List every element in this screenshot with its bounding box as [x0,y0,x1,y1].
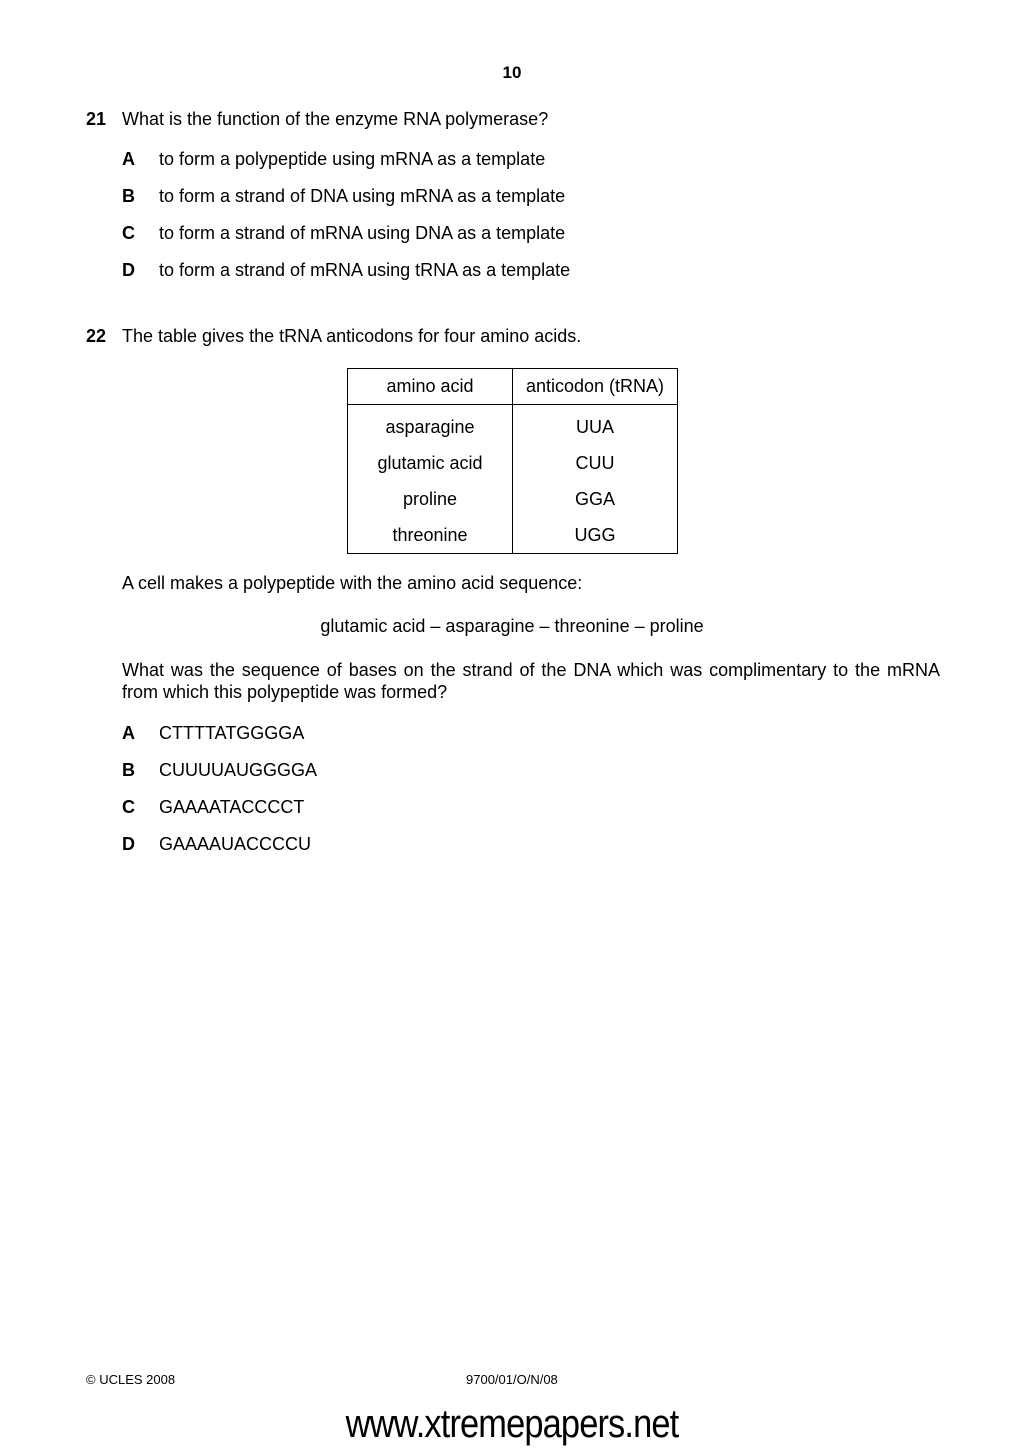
amino-acid-sequence: glutamic acid – asparagine – threonine – proline [320,616,704,636]
question-text: What is the function of the enzyme RNA polymerase? [122,109,549,129]
question-21 [86,107,946,280]
option-text: GAAAAUACCCCU [159,834,312,854]
table-header-row [348,369,678,405]
table-cell: threonine [348,517,513,554]
option-letter: C [122,223,135,243]
table-cell: UGG [513,517,678,554]
option-text: to form a strand of DNA using mRNA as a template [159,186,566,206]
option-letter: D [122,260,135,280]
amino-acid-table [347,368,678,554]
option-letter: C [122,797,135,817]
footer-copyright: © UCLES 2008 [86,1372,176,1387]
option-letter: A [122,149,135,169]
table-cell: asparagine [348,405,513,446]
question-22 [86,324,946,348]
page-number: 10 [502,63,522,82]
option-text: GAAAATACCCCT [159,797,305,817]
option-letter: B [122,760,135,780]
option-letter: A [122,723,135,743]
option-d [122,258,922,282]
option-b [122,758,922,782]
option-d [122,832,922,856]
option-a [122,721,922,745]
table-header: amino acid [348,369,513,405]
option-c [122,221,922,245]
option-letter: B [122,186,135,206]
table-cell: GGA [513,481,678,517]
question-stem: What was the sequence of bases on the strand of the DNA which was complimentary to the mRNA from which this polypeptide was formed? [122,660,940,702]
option-text: to form a polypeptide using mRNA as a template [159,149,546,169]
table-cell: UUA [513,405,678,446]
option-text: CTTTTATGGGGA [159,723,305,743]
table-header: anticodon (tRNA) [513,369,678,405]
option-b [122,184,922,208]
footer-code: 9700/01/O/N/08 [466,1372,558,1387]
question-number: 21 [86,109,107,129]
table-cell: glutamic acid [348,445,513,481]
question-number: 22 [86,326,107,346]
table-row [348,481,678,517]
option-letter: D [122,834,135,854]
table-row [348,517,678,554]
option-text: to form a strand of mRNA using DNA as a template [159,223,566,243]
watermark-url: www.xtremepapers.net [345,1402,679,1446]
table-cell: CUU [513,445,678,481]
option-text: CUUUUAUGGGGA [159,760,318,780]
sequence-intro: A cell makes a polypeptide with the amino acid sequence: [122,573,583,593]
option-text: to form a strand of mRNA using tRNA as a template [159,260,571,280]
table-row [348,405,678,446]
option-c [122,795,922,819]
table-row [348,445,678,481]
question-text: The table gives the tRNA anticodons for four amino acids. [122,326,582,346]
option-a [122,147,922,171]
table-cell: proline [348,481,513,517]
